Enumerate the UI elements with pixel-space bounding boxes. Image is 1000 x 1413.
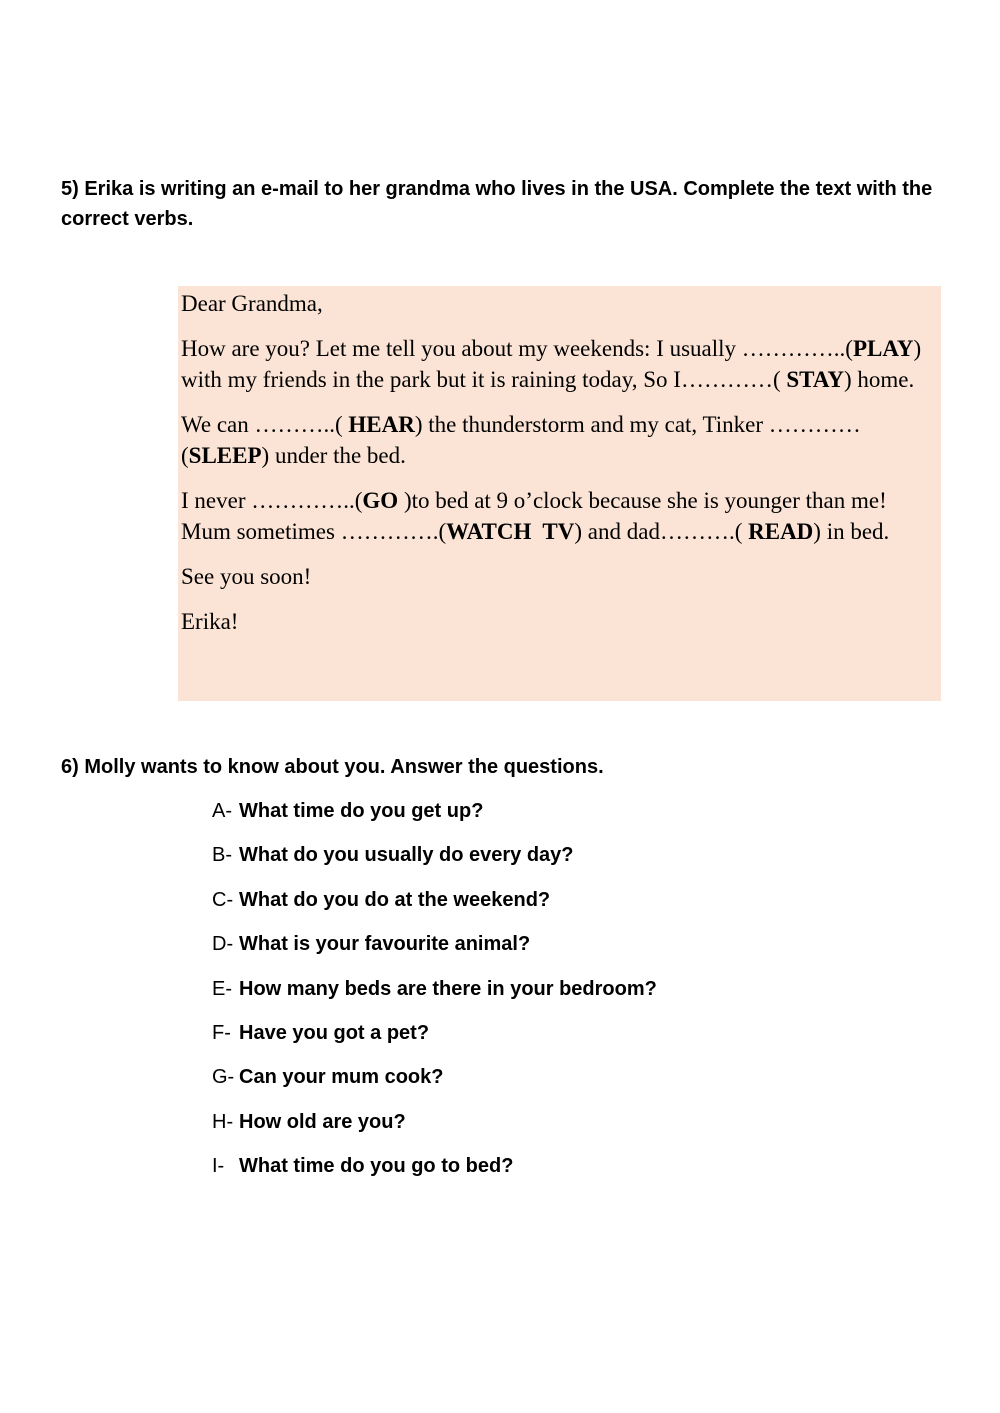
question-letter: B- — [212, 844, 232, 867]
question-letter: A- — [212, 800, 232, 822]
verb-watch-tv: WATCH TV — [446, 519, 575, 544]
list-item — [212, 974, 657, 1018]
list-item — [212, 1107, 657, 1151]
question-text: What is your favourite animal? — [239, 933, 531, 956]
question-letter: F- — [212, 1021, 231, 1044]
list-item — [212, 929, 657, 973]
letter-greeting: Dear Grandma, — [181, 291, 323, 316]
verb-read: READ — [748, 519, 814, 544]
list-item — [212, 885, 657, 929]
list-item — [212, 1151, 657, 1195]
question-text: What time do you go to bed? — [239, 1155, 514, 1178]
question-letter: E- — [212, 977, 232, 1000]
list-item — [212, 840, 657, 884]
question-letter: H- — [212, 1110, 234, 1133]
exercise-6-instruction: 6) Molly wants to know about you. Answer the questions. — [61, 756, 604, 778]
verb-stay: STAY — [786, 367, 844, 392]
list-item — [212, 1062, 657, 1106]
letter-paragraph-3: I never …………..(GO )to bed at 9 o’clock because she is younger than me! Mum sometimes ………….(WATCH TV) and dad……….( READ) in bed. — [181, 488, 890, 544]
verb-play: PLAY — [852, 336, 914, 361]
question-list — [212, 796, 657, 1196]
question-text: What time do you get up? — [239, 800, 484, 822]
list-item — [212, 796, 657, 840]
verb-sleep: SLEEP — [188, 443, 262, 468]
question-text: Have you got a pet? — [239, 1021, 430, 1044]
question-text: How many beds are there in your bedroom? — [239, 977, 657, 1000]
exercise-5-instruction: 5) Erika is writing an e-mail to her grandma who lives in the USA. Complete the text with the correct verbs. — [61, 178, 933, 230]
question-letter: G- — [212, 1066, 235, 1089]
verb-go: GO — [362, 488, 399, 513]
email-letter-box — [178, 286, 941, 701]
question-letter: I- — [212, 1155, 225, 1178]
letter-closing: See you soon! — [181, 564, 312, 589]
verb-hear: HEAR — [348, 412, 415, 437]
list-item — [212, 1018, 657, 1062]
question-text: Can your mum cook? — [239, 1066, 444, 1089]
question-text: How old are you? — [239, 1110, 406, 1133]
letter-paragraph-1: How are you? Let me tell you about my weekends: I usually …………..(PLAY) with my friends in the park but it is raining today, So I…………( STAY) home. — [181, 336, 922, 392]
question-text: What do you do at the weekend? — [239, 888, 551, 911]
question-text: What do you usually do every day? — [239, 844, 574, 867]
question-letter: D- — [212, 933, 234, 956]
question-letter: C- — [212, 888, 234, 911]
letter-paragraph-2: We can ………..( HEAR) the thunderstorm and my cat, Tinker …………(SLEEP) under the bed. — [181, 412, 861, 468]
letter-signature: Erika! — [181, 609, 239, 634]
